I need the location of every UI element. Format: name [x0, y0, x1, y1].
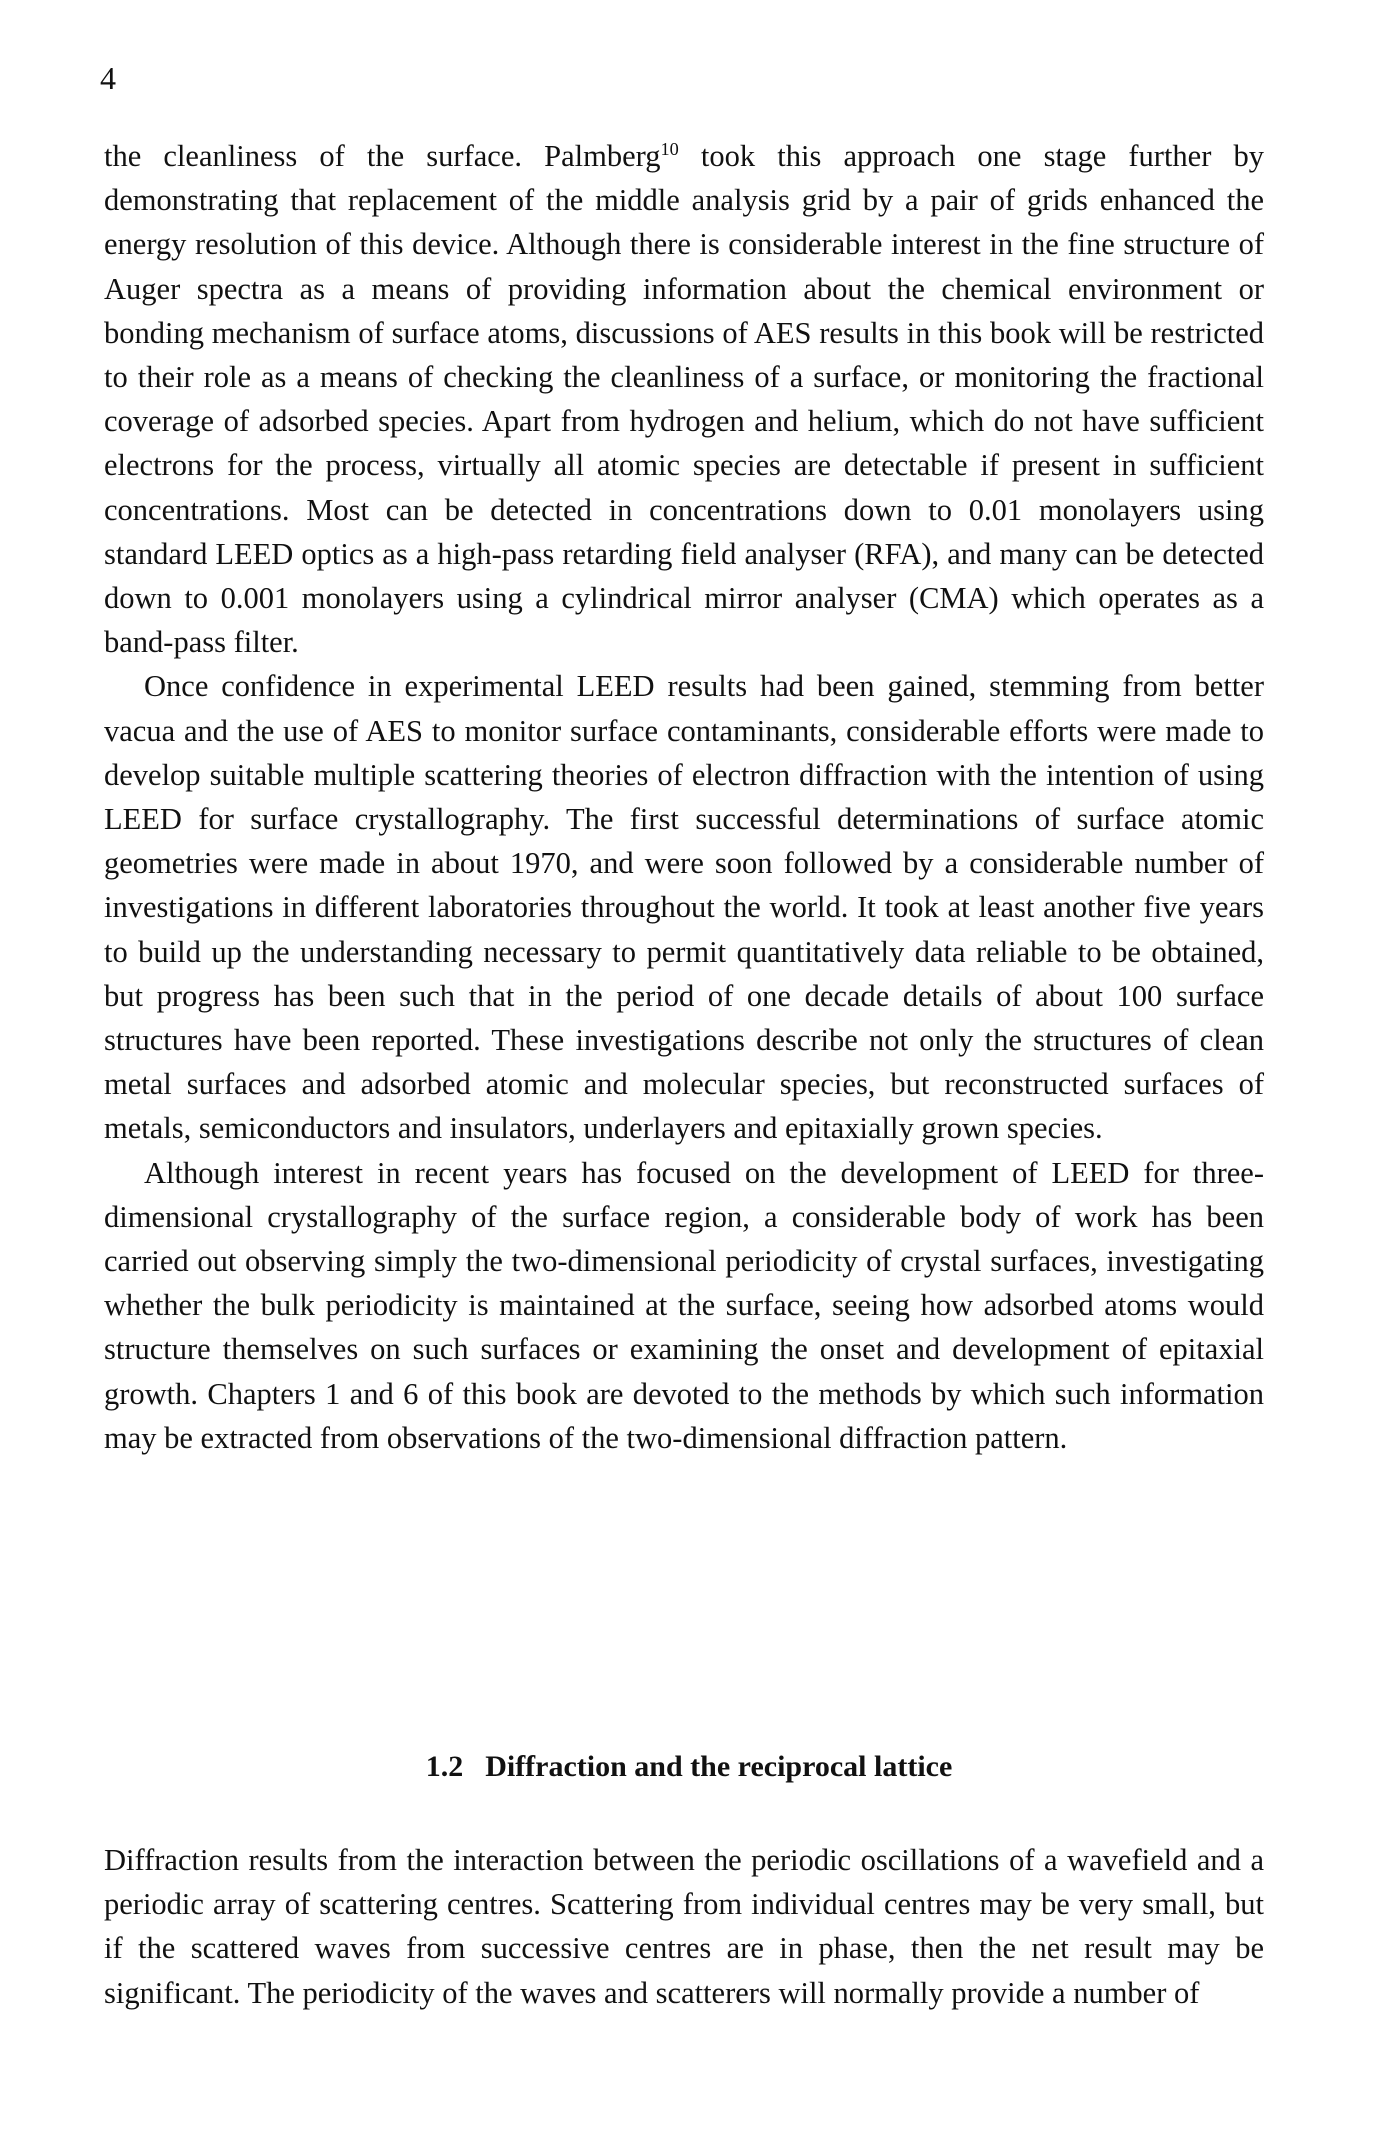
body-text [104, 134, 1264, 1460]
paragraph-leed-history: Once confidence in experimental LEED results had been gained, stemming from better vacua and the use of AES to monitor surface contaminants, considerable efforts were made to develop suitable multiple scattering theories of electron diffraction with the intention of using LEED for surface crystallography. The first successful determinations of surface atomic geometries were made in about 1970, and were soon followed by a considerable number of investigations in different laboratories throughout the world. It took at least another five years to build up the understanding necessary to permit quantitatively data reliable to be obtained, but progress has been such that in the period of one decade details of about 100 surface structures have been reported. These investigations describe not only the structures of clean metal surfaces and adsorbed atomic and molecular species, but reconstructed surfaces of metals, semiconductors and insulators, underlayers and epitaxially grown species. [104, 669, 1264, 1146]
page-number: 4 [100, 60, 116, 96]
reference-superscript: 10 [660, 138, 679, 159]
paragraph-text-rest: took this approach one stage further by demonstrating that replacement of the middle analysis grid by a pair of grids enhanced the energy resolution of this device. Although there is considerable interest in the fine structure of Auger spectra as a means of providing information about the chemical environment or bonding mechanism of surface atoms, discussions of AES results in this book will be restricted to their role as a means of checking the cleanliness of a surface, or monitoring the fractional coverage of adsorbed species. Apart from hydrogen and helium, which do not have sufficient electrons for the process, virtually all atomic species are detectable if present in sufficient concentrations. Most can be detected in concentrations down to 0.01 monolayers using standard LEED optics as a high-pass retarding field analyser (RFA), and many can be detected down to 0.001 monolayers using a cylindrical mirror analyser (CMA) which operates as a band-pass filter. [104, 139, 1264, 660]
section-heading [0, 1752, 1378, 1782]
section-title: Diffraction and the reciprocal lattice [485, 1750, 953, 1783]
section-number: 1.2 [425, 1750, 464, 1783]
paragraph-auger-spectroscopy [104, 134, 1264, 664]
section-body [104, 1838, 1264, 2015]
paragraph-two-dimensional-periodicity: Although interest in recent years has focused on the development of LEED for three-dimensional crystallography of the surface region, a considerable body of work has been carried out observing simply the two-dimensional periodicity of crystal surfaces, investigating whether the bulk periodicity is maintained at the surface, seeing how adsorbed atoms would structure themselves on such surfaces or examining the onset and development of epitaxial growth. Chapters 1 and 6 of this book are devoted to the methods by which such information may be extracted from observations of the two-dimensional diffraction pattern. [104, 1155, 1264, 1455]
paragraph-diffraction-intro: Diffraction results from the interaction between the periodic oscillations of a wavefield and a periodic array of scattering centres. Scattering from individual centres may be very small, but if the scattered waves from successive centres are in phase, then the net result may be significant. The periodicity of the waves and scatterers will normally provide a number of [104, 1843, 1264, 2010]
paragraph-text-start: the cleanliness of the surface. Palmberg [104, 139, 661, 173]
